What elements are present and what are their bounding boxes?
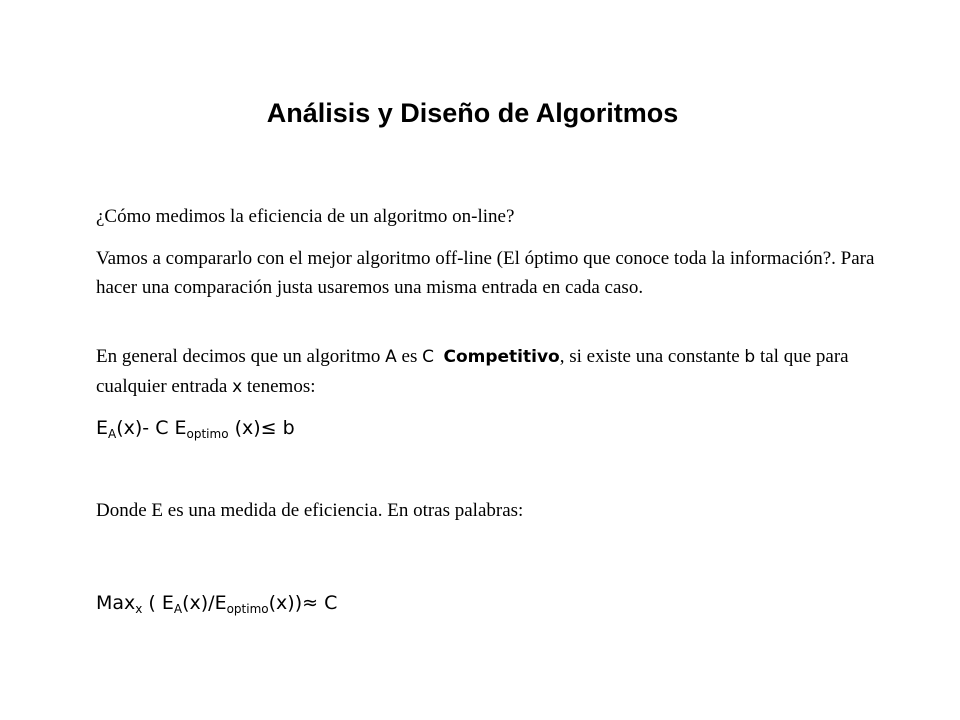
definition-text-4: tal que para cualquier entrada [96, 346, 849, 397]
formula1-e: E [96, 417, 109, 439]
formula2-mid: (x)/E [182, 592, 227, 614]
competitive-term: Competitivo [443, 347, 560, 367]
formula2-sub-a: A [173, 602, 183, 616]
variable-b: b [744, 347, 756, 367]
formula1-end: (x)≤ b [228, 417, 295, 439]
formula1-sub-optimo: optimo [186, 427, 229, 441]
formula1-mid: (x)- C E [116, 417, 187, 439]
formula2-sub-optimo: optimo [226, 602, 269, 616]
definition-text-3: , si existe una constante [559, 346, 745, 367]
formula2-sub-x: x [135, 602, 143, 616]
competitive-inequality [96, 417, 295, 439]
paragraph-efficiency: Donde E es una medida de eficiencia. En otras palabras: [96, 500, 524, 521]
paragraph-definition [96, 342, 886, 402]
definition-text-5: tenemos: [242, 376, 316, 397]
competitive-ratio [96, 592, 337, 614]
formula2-end: (x))≈ C [268, 592, 338, 614]
slide-title: Análisis y Diseño de Algoritmos [266, 98, 679, 128]
formula2-max: Max [96, 592, 136, 614]
variable-c: C [422, 347, 434, 367]
definition-text-2: es [396, 346, 423, 367]
variable-x: x [232, 377, 243, 397]
formula2-open: ( E [142, 592, 174, 614]
definition-text-1: En general decimos que un algoritmo [96, 346, 386, 367]
variable-a: A [385, 347, 397, 367]
formula1-sub-a: A [108, 427, 117, 441]
paragraph-question: ¿Cómo medimos la eficiencia de un algoritmo on-line? [96, 206, 515, 227]
paragraph-comparison: Vamos a compararlo con el mejor algoritmo off-line (El óptimo que conoce toda la información?. Para hacer una comparación justa usaremos una misma entrada en cada caso. [96, 248, 875, 298]
